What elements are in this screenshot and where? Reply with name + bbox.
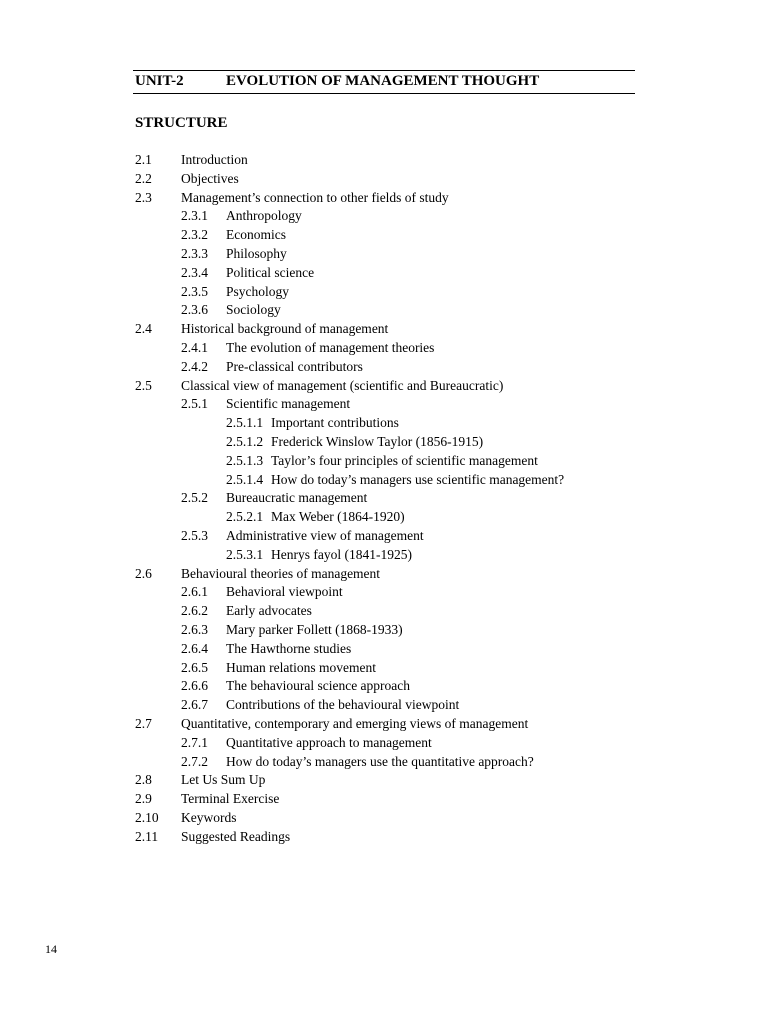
toc-entry-number: 2.6 (135, 565, 152, 581)
toc-entry (0, 264, 768, 283)
toc-entry (0, 207, 768, 226)
toc-entry (0, 395, 768, 414)
toc-entry-title: Behavioural theories of management (181, 565, 381, 581)
toc-entry (0, 189, 768, 208)
toc-entry (0, 320, 768, 339)
toc-entry-number: 2.3.1 (181, 208, 208, 224)
toc-entry (0, 151, 768, 170)
toc-entry (0, 170, 768, 189)
toc-entry (0, 677, 768, 696)
toc-entry-title: Suggested Readings (181, 828, 291, 844)
toc-entry-title: Psychology (226, 283, 290, 299)
toc-entry (0, 226, 768, 245)
toc-entry-title: Historical background of management (181, 321, 389, 337)
toc-entry-title: Important contributions (271, 415, 399, 431)
toc-entry-title: Bureaucratic management (226, 490, 368, 506)
toc-entry (0, 508, 768, 527)
toc-entry-number: 2.7.2 (181, 753, 208, 769)
header-bottom-rule (133, 93, 635, 94)
toc-entry-title: Let Us Sum Up (181, 772, 266, 788)
toc-entry-number: 2.6.2 (181, 603, 208, 619)
toc-entry-number: 2.6.5 (181, 659, 208, 675)
toc-entry-title: Quantitative, contemporary and emerging views of management (181, 715, 529, 731)
toc-entry (0, 734, 768, 753)
toc-entry (0, 640, 768, 659)
toc-entry-title: Philosophy (226, 245, 287, 261)
toc-entry-title: The Hawthorne studies (226, 640, 352, 656)
table-of-contents (0, 151, 768, 846)
toc-entry-title: Anthropology (226, 208, 302, 224)
toc-entry-number: 2.10 (135, 809, 159, 825)
toc-entry-number: 2.5.1.4 (226, 471, 264, 487)
toc-entry (0, 527, 768, 546)
toc-entry-number: 2.3.5 (181, 283, 208, 299)
toc-entry-number: 2.3.3 (181, 245, 208, 261)
toc-entry-title: Sociology (226, 302, 281, 318)
toc-entry-title: Henrys fayol (1841-1925) (271, 546, 412, 562)
toc-entry-title: Pre-classical contributors (226, 358, 363, 374)
toc-entry-number: 2.11 (135, 828, 159, 844)
toc-entry-title: Management’s connection to other fields of study (181, 189, 449, 205)
toc-entry-title: Classical view of management (scientific and Bureaucratic) (181, 377, 504, 393)
toc-entry-title: Introduction (181, 152, 248, 167)
toc-entry-number: 2.5.1.2 (226, 433, 264, 449)
toc-entry (0, 452, 768, 471)
toc-entry-number: 2.5.1.1 (226, 415, 264, 431)
toc-entry-number: 2.9 (135, 791, 152, 807)
toc-entry (0, 715, 768, 734)
toc-entry-number: 2.3.2 (181, 227, 208, 243)
toc-entry-number: 2.5.1.3 (226, 452, 264, 468)
toc-entry-title: Terminal Exercise (181, 791, 280, 807)
toc-entry-number: 2.3 (135, 189, 152, 205)
toc-entry-title: Early advocates (226, 603, 312, 619)
toc-entry-title: Taylor’s four principles of scientific management (271, 452, 538, 468)
toc-entry-title: Keywords (181, 809, 237, 825)
toc-entry-title: The behavioural science approach (226, 678, 411, 694)
toc-entry-number: 2.6.4 (181, 640, 208, 656)
toc-entry-number: 2.6.1 (181, 584, 208, 600)
toc-entry (0, 771, 768, 790)
toc-entry-title: Contributions of the behavioural viewpoint (226, 697, 460, 713)
toc-entry-number: 2.5.3 (181, 527, 208, 543)
toc-entry-title: Quantitative approach to management (226, 734, 432, 750)
toc-entry-number: 2.7 (135, 715, 152, 731)
unit-label: UNIT-2 (135, 73, 184, 89)
toc-entry-number: 2.8 (135, 772, 152, 788)
toc-entry-title: The evolution of management theories (226, 339, 435, 355)
toc-entry (0, 565, 768, 584)
toc-entry-title: Scientific management (226, 396, 351, 412)
toc-entry (0, 753, 768, 772)
structure-heading: STRUCTURE (135, 115, 228, 131)
toc-entry-title: Administrative view of management (226, 527, 424, 543)
toc-entry (0, 339, 768, 358)
toc-entry (0, 809, 768, 828)
toc-entry-title: Behavioral viewpoint (226, 584, 343, 600)
toc-entry-number: 2.7.1 (181, 734, 208, 750)
toc-entry-number: 2.6.3 (181, 621, 208, 637)
toc-entry (0, 790, 768, 809)
toc-entry-number: 2.6.6 (181, 678, 208, 694)
toc-entry-title: Max Weber (1864-1920) (271, 509, 405, 525)
toc-entry (0, 414, 768, 433)
toc-entry (0, 377, 768, 396)
toc-entry-title: Political science (226, 264, 315, 280)
toc-entry-number: 2.4.2 (181, 358, 208, 374)
toc-entry-number: 2.5.2 (181, 490, 208, 506)
toc-entry (0, 245, 768, 264)
toc-entry-number: 2.5.2.1 (226, 509, 264, 525)
toc-entry (0, 489, 768, 508)
toc-entry (0, 546, 768, 565)
toc-entry (0, 358, 768, 377)
toc-entry-number: 2.5.1 (181, 396, 208, 412)
toc-entry-number: 2.5.3.1 (226, 546, 264, 562)
toc-entry (0, 621, 768, 640)
toc-entry (0, 659, 768, 678)
toc-entry-number: 2.2 (135, 170, 152, 186)
unit-title: EVOLUTION OF MANAGEMENT THOUGHT (226, 73, 540, 89)
toc-entry-title: Objectives (181, 170, 239, 186)
toc-entry (0, 828, 768, 847)
toc-entry-number: 2.3.6 (181, 302, 208, 318)
toc-entry (0, 433, 768, 452)
toc-entry (0, 301, 768, 320)
toc-entry-title: How do today’s managers use scientific management? (271, 471, 565, 487)
toc-entry-number: 2.1 (135, 152, 152, 167)
toc-entry-number: 2.4 (135, 321, 152, 337)
toc-entry (0, 602, 768, 621)
page-number: 14 (45, 942, 57, 956)
toc-entry (0, 583, 768, 602)
toc-entry-title: Frederick Winslow Taylor (1856-1915) (271, 433, 484, 449)
toc-entry-number: 2.3.4 (181, 264, 208, 280)
toc-entry (0, 696, 768, 715)
toc-entry-title: How do today’s managers use the quantitative approach? (226, 753, 534, 769)
toc-entry-number: 2.6.7 (181, 697, 208, 713)
toc-entry-number: 2.5 (135, 377, 152, 393)
toc-entry (0, 471, 768, 490)
toc-entry-number: 2.4.1 (181, 339, 208, 355)
toc-entry-title: Economics (226, 227, 286, 243)
toc-entry-title: Mary parker Follett (1868-1933) (226, 621, 403, 637)
toc-entry-title: Human relations movement (226, 659, 376, 675)
toc-entry (0, 283, 768, 302)
